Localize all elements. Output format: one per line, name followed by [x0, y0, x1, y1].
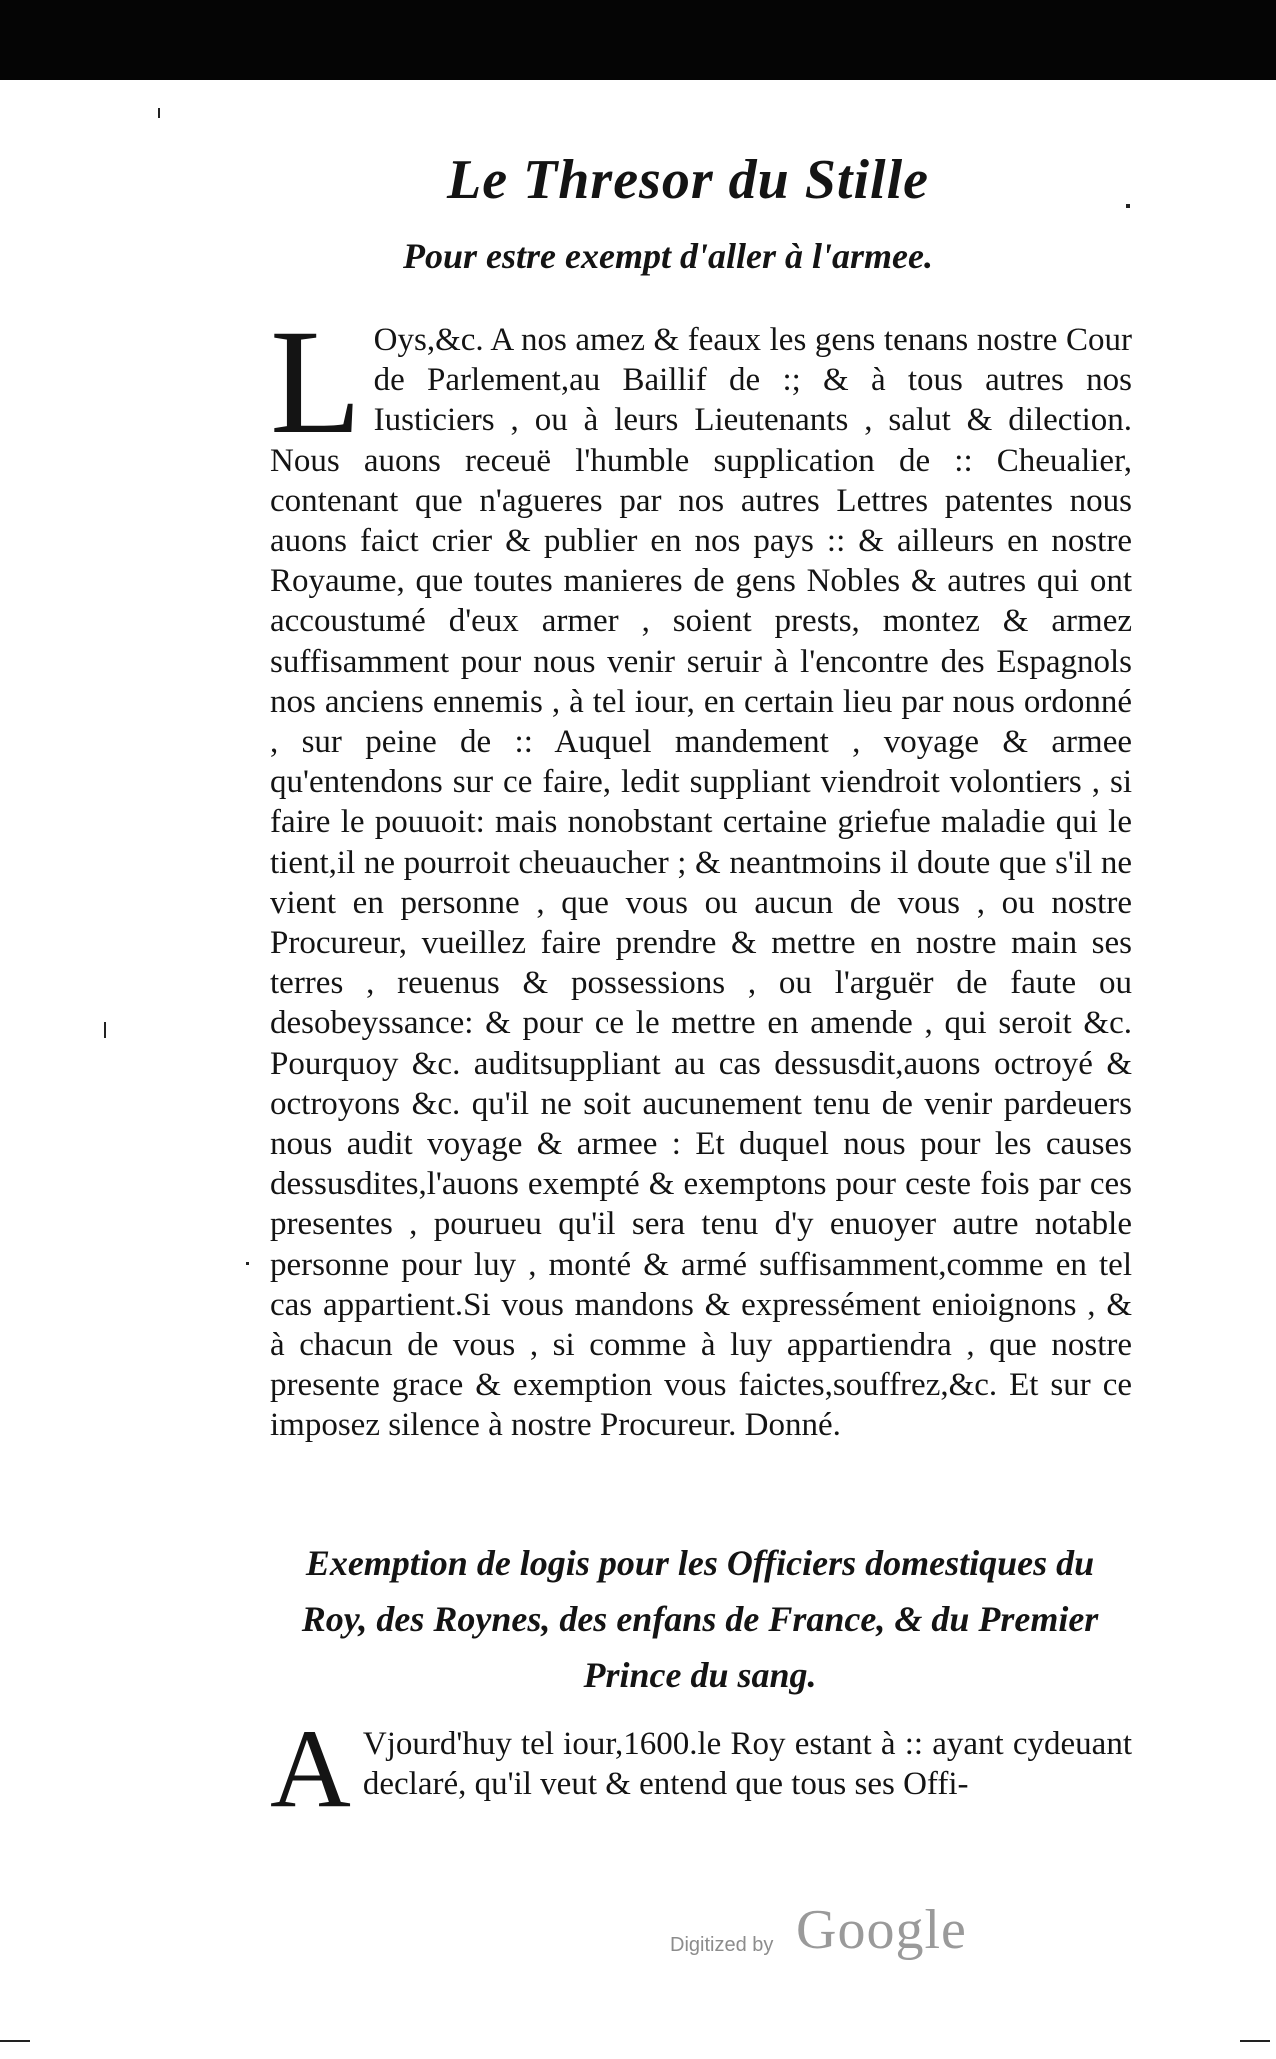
section-title-exemption-logis: Exemption de logis pour les Officiers domestiques du Roy, des Roynes, des enfans de France, & du Premier Prince du sang. — [301, 1543, 1099, 1695]
watermark-prefix: Digitized by — [670, 1934, 774, 1956]
drop-cap-a: A — [270, 1707, 351, 1831]
speck — [158, 108, 160, 118]
paragraph-text: Vjourd'huy tel iour,1600.le Roy estant à :: ayant cydeuant declaré, qu'il veut & entend que tous ses Offi- — [362, 1726, 1132, 1803]
google-logo: Google — [796, 1899, 967, 1961]
running-head: Le Thresor du Stille — [446, 149, 930, 211]
speck — [104, 1022, 106, 1038]
digitized-by-google-watermark — [656, 1898, 1036, 1988]
paragraph-text: Oys,&c. A nos amez & feaux les gens tenans nostre Cour de Parlement,au Baillif de :; & à tous autres nos Iusticiers , ou à leurs Lieutenants , salut & dilection. Nous auons receuë l'humble supplication de :: Cheualier, contenant que n'agueres par nos autres Lettres patentes nous auons faict crier & publier en nos pays :: & ailleurs en nostre Royaume, que toutes manieres de gens Nobles & autres qui ont accoustumé d'eux armer , soient prests, montez & armez suffisamment pour nous venir seruir à l'encontre des Espagnols nos anciens ennemis , à tel iour, en certain lieu par nous ordonné , sur peine de :: Auquel mandement , voyage & armee qu'entendons sur ce faire, ledit suppliant viendroit volontiers , si faire le pouuoit: mais nonobstant certaine griefue maladie qui le tient,il ne pourroit cheuaucher ; & neantmoins il doute que s'il ne vient en personne , que vous ou aucun de vous , ou nostre Procureur, vueillez faire prendre & mettre en nostre main ses terres , reuenus & possessions , ou l'arguër de faute ou desobeyssance: & pour ce le mettre en amende , qui seroit &c. Pourquoy &c. auditsuppliant au cas dessusdit,auons octroyé & octroyons &c. qu'il ne soit aucunement tenu de venir pardeuers nous audit voyage & armee : Et duquel nous pour les causes dessusdites,l'auons exempté & exemptons pour ceste fois par ces presentes , pourueu qu'il sera tenu d'y enuoyer autre notable personne pour luy , monté & armé suffisamment,comme en tel cas appartient.Si vous mandons & expressément enioignons , & à chacun de vous , si comme à luy appartiendra , que nostre presente grace & exemption vous faictes,souffrez,&c. Et sur ce imposez silence à nostre Procureur. Donné. — [270, 322, 1132, 1444]
paragraph-exemption-logis — [270, 1707, 1132, 1831]
section-title-exemption-armee: Pour estre exempt d'aller à l'armee. — [403, 236, 933, 276]
drop-cap-l: L — [270, 299, 362, 465]
paragraph-exemption-armee — [270, 299, 1132, 1446]
speck — [1240, 2040, 1270, 2042]
speck — [246, 1262, 249, 1265]
speck — [0, 2040, 30, 2042]
speck — [1126, 204, 1130, 208]
scan-top-border — [0, 0, 1276, 80]
